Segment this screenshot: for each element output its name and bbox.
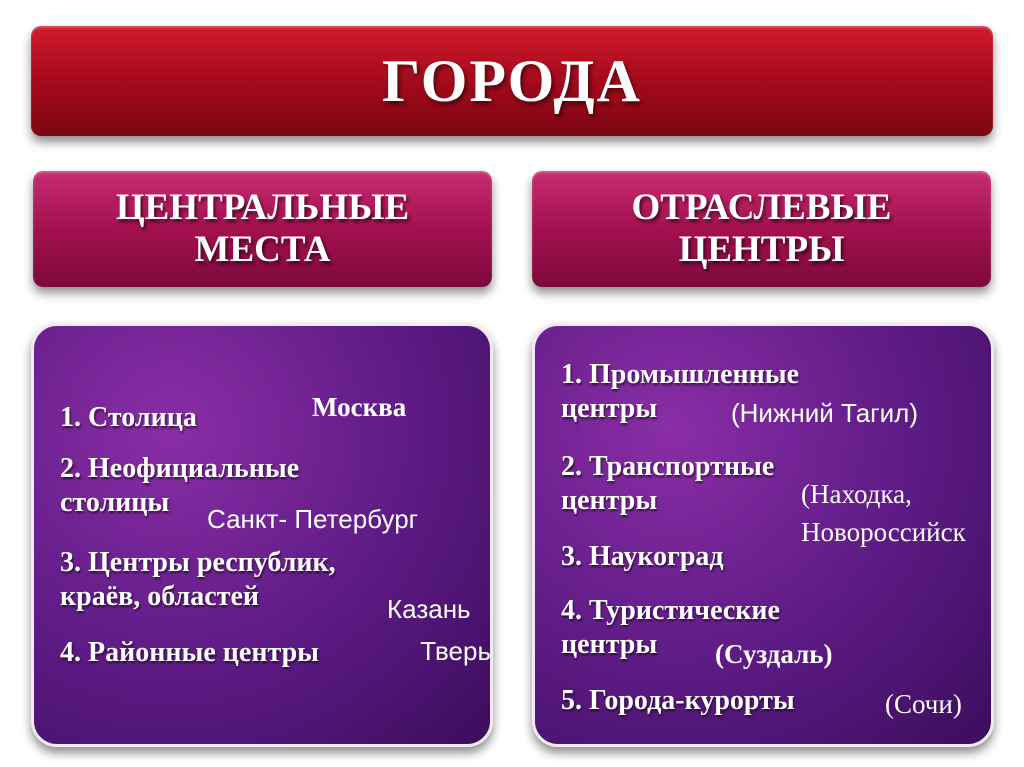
header-sector-line-1: ОТРАСЛЕВЫЕ — [631, 187, 892, 228]
example-sochi: (Сочи) — [885, 689, 962, 719]
header-sector-centers — [532, 171, 991, 287]
example-nakhodka: (Находка, — [801, 479, 912, 509]
list-item: 2. Транспортные центры — [561, 451, 775, 516]
list-item: 5. Города-курорты — [561, 685, 795, 716]
example-tver: Тверь — [420, 636, 491, 666]
sector-centers-panel — [532, 323, 994, 747]
title-banner — [31, 26, 993, 136]
header-central-line-2: МЕСТА — [194, 229, 331, 270]
list-item: 1. Промышленные центры — [561, 359, 800, 424]
example-nizhny-tagil: (Нижний Тагил) — [731, 398, 918, 428]
list-item: 3. Наукоград — [561, 541, 724, 572]
header-sector-line-2: ЦЕНТРЫ — [678, 229, 845, 270]
list-item: 3. Центры республик, краёв, областей — [60, 547, 336, 612]
example-saint-petersburg: Санкт- Петербург — [207, 504, 419, 534]
header-central-line-1: ЦЕНТРАЛЬНЫЕ — [115, 187, 410, 228]
list-item: 4. Туристические центры — [561, 595, 780, 660]
list-item: 2. Неофициальные столицы — [60, 453, 300, 518]
header-central-places — [33, 171, 492, 287]
list-item: 1. Столица — [60, 402, 197, 433]
central-places-panel — [31, 323, 493, 747]
example-kazan: Казань — [387, 594, 471, 624]
example-novorossiysk: Новороссийск — [801, 517, 966, 547]
page-title: ГОРОДА — [382, 47, 642, 114]
list-item: 4. Районные центры — [60, 637, 320, 668]
example-suzdal: (Суздаль) — [715, 639, 833, 669]
example-moscow: Москва — [312, 392, 407, 422]
